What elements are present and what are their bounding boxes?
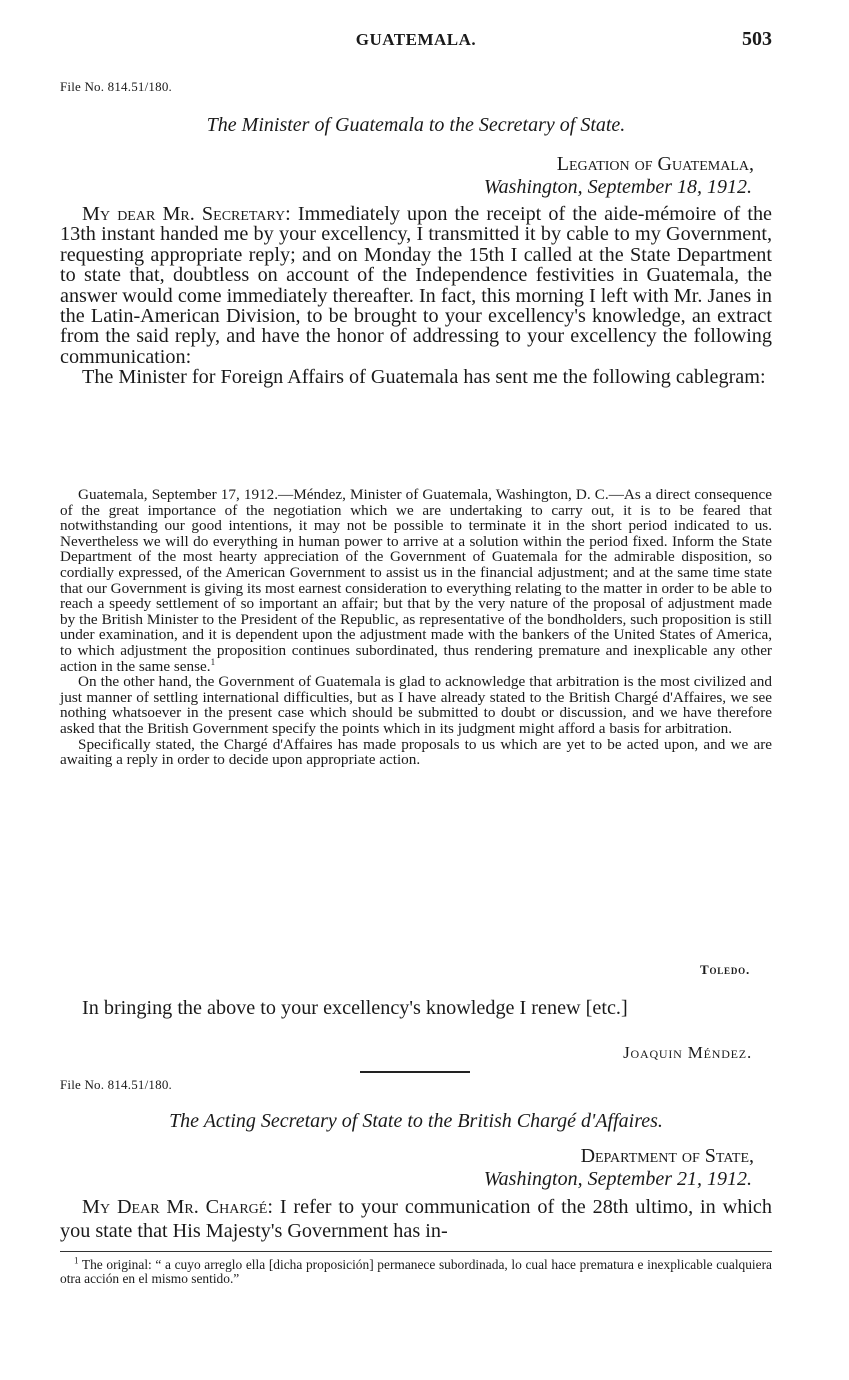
- paragraph-text: I refer to your communication of the 28th ultimo, in which you state that His Majesty's Government has in-: [60, 1196, 772, 1242]
- document-heading-2: The Acting Secretary of State to the British Chargé d'Affaires.: [169, 1110, 663, 1132]
- body-paragraph: The Minister for Foreign Affairs of Guatemala has sent me the following cablegram:: [82, 366, 766, 389]
- running-title: GUATEMALA.: [355, 30, 477, 49]
- letter-body-2: [60, 1195, 772, 1243]
- footnote-divider: [60, 1251, 772, 1252]
- footnote: [60, 1255, 772, 1286]
- date-line: Washington, September 18, 1912.: [483, 176, 752, 198]
- letter-body: [60, 204, 772, 388]
- sender-line-2: Department of State,: [580, 1145, 754, 1167]
- section-divider: [360, 1071, 470, 1073]
- salutation: My dear Mr. Secretary:: [82, 203, 291, 225]
- footnote-mark: 1: [74, 1255, 79, 1266]
- body-paragraph: [60, 204, 772, 367]
- closing-paragraph-block: [60, 996, 772, 1020]
- salutation-2: My Dear Mr. Chargé:: [82, 1196, 273, 1218]
- file-number-2: File No. 814.51/180.: [60, 1077, 172, 1092]
- sender-line: Legation of Guatemala,: [556, 153, 754, 175]
- letter-signature: Joaquin Méndez.: [623, 1043, 752, 1062]
- quote-paragraph: Specifically stated, the Chargé d'Affaires has made proposals to us which are yet to be acted upon, and we are awaiting a reply in order to decide upon appropriate action.: [60, 735, 772, 769]
- body-paragraph: [60, 1195, 772, 1243]
- paragraph-text: Immediately upon the receipt of the aide-mémoire of the 13th instant handed me by your excellency, I transmitted it by cable to my Government, requesting appropriate reply; and on Monday the 15th I called at the State Department to state that, doubtless on account of the Independence festivities in Guatemala, the answer would come immediately thereafter. In fact, this morning I left with Mr. Janes in the Latin-American Division, to be brought to your excellency's knowledge, an extract from the said reply, and have the honor of addressing to your excellency the following communication:: [60, 203, 772, 368]
- cablegram-signature: Toledo.: [699, 962, 750, 977]
- quote-text: Guatemala, September 17, 1912.—Méndez, Minister of Guatemala, Washington, D. C.—As a direct consequence of the great importance of the negotiation which we are undertaking to carry out, it is to be feared that notwithstanding our good intentions, it may not be possible to terminate it in the short period indicated to us. Nevertheless we will do everything in human power to arrive at a solution within the period fixed. Inform the State Department of the most hearty appreciation of the Government of Guatemala for the admirable disposition, so cordially expressed, of the American Government to assist us in the financial adjustment; and at the same time state that our Government is giving its most earnest consideration to everything relating to the matter in order to be able to reach a speedy settlement of so important an affair; but that by the very nature of the proposal of adjustment made by the British Minister to the President of the Republic, as representative of the bondholders, such proposition is still under examination, and it is dependent upon the adjustment made with the bankers of the United States of America, to which adjustment the proposition continues subordinated, thus rendering premature and inexplicable any other action in the same sense.: [60, 486, 772, 675]
- cablegram-quote: [60, 487, 772, 768]
- document-heading: The Minister of Guatemala to the Secretary of State.: [206, 114, 626, 136]
- footnote-text: The original: “ a cuyo arreglo ella [dicha proposición] permanece subordinada, lo cual hace prematura e inexplicable cualquiera otra acción en el mismo sentido.”: [60, 1257, 772, 1286]
- footnote-reference[interactable]: 1: [210, 656, 216, 667]
- quote-paragraph: On the other hand, the Government of Guatemala is glad to acknowledge that arbitration is the most civilized and just manner of settling international difficulties, but as I have already stated to the British Chargé d'Affaires, we see nothing whatsoever in the present case which should be submitted to doubt or discussion, and we have therefore asked that the British Government specify the points which in its judgment might afford a basis for arbitration.: [60, 673, 772, 737]
- page-number: 503: [742, 28, 772, 50]
- closing-paragraph: In bringing the above to your excellency's knowledge I renew [etc.]: [82, 997, 628, 1019]
- quote-paragraph: [60, 487, 772, 674]
- date-line-2: Washington, September 21, 1912.: [483, 1168, 752, 1190]
- page-header: [60, 30, 772, 54]
- footnote-paragraph: [60, 1255, 772, 1286]
- file-number: File No. 814.51/180.: [60, 79, 172, 94]
